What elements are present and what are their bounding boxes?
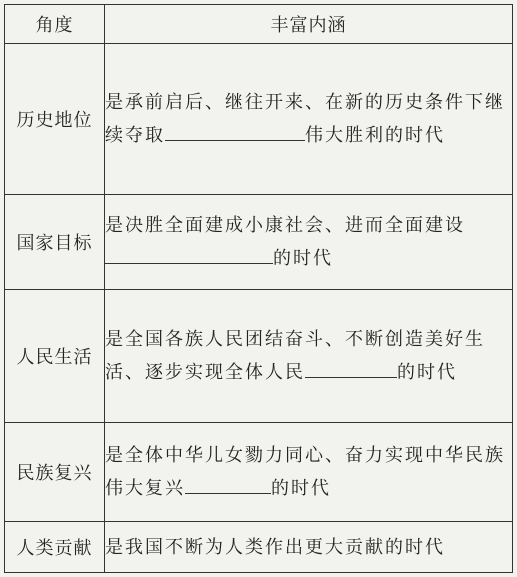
content-text: 是决胜全面建成小康社会、进而全面建设	[105, 215, 465, 236]
row-content	[105, 44, 513, 195]
row-content	[105, 195, 513, 290]
content-text-after: 的时代	[273, 248, 333, 269]
row-aspect: 民族复兴	[5, 423, 105, 522]
answer-blank[interactable]	[165, 120, 305, 141]
table-row	[5, 44, 513, 195]
answer-blank[interactable]	[105, 243, 273, 264]
row-aspect: 历史地位	[5, 44, 105, 195]
header-content: 丰富内涵	[105, 5, 513, 44]
row-aspect: 人民生活	[5, 290, 105, 423]
table-row	[5, 195, 513, 290]
row-aspect: 国家目标	[5, 195, 105, 290]
content-text: 是承前启后、继往开来、在新的历史条件下继续夺取	[105, 92, 505, 146]
content-text: 是全体中华儿女勠力同心、奋力实现中华民族伟大复兴	[105, 445, 505, 499]
content-text: 是我国不断为人类作出更大贡献的时代	[105, 536, 445, 558]
content-text-after: 的时代	[271, 478, 331, 499]
row-content	[105, 290, 513, 423]
row-aspect: 人类贡献	[5, 522, 105, 573]
table-row	[5, 522, 513, 573]
table-header-row	[5, 5, 513, 44]
content-text-after: 伟大胜利的时代	[305, 125, 445, 146]
table-row	[5, 423, 513, 522]
table-row	[5, 290, 513, 423]
content-text: 是全国各族人民团结奋斗、不断创造美好生活、逐步实现全体人民	[105, 329, 485, 383]
meaning-table	[4, 4, 513, 573]
answer-blank[interactable]	[305, 357, 397, 378]
row-content	[105, 423, 513, 522]
header-aspect: 角度	[5, 5, 105, 44]
content-text-after: 的时代	[397, 362, 457, 383]
row-content	[105, 522, 513, 573]
answer-blank[interactable]	[185, 473, 271, 494]
